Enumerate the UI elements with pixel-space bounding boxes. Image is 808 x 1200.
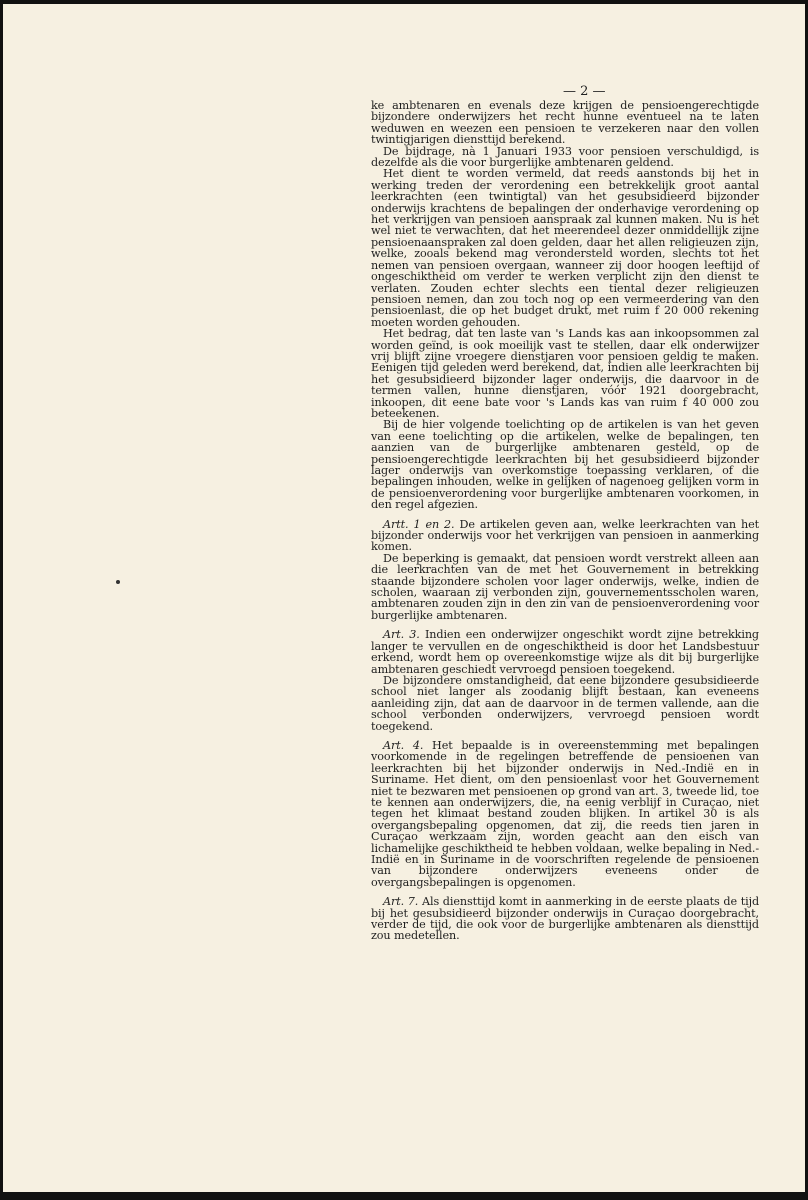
article-paragraph: Art. 7. Als diensttijd komt in aanmerking in de eerste plaats de tijd bij het gesubsidieerd bijzonder onderwijs in Curaçao doorgebracht, verder de tijd, die ook voor de burgerlijke ambtenaren als diensttijd zou medetellen. [371,895,760,943]
paragraph: De bijzondere omstandigheid, dat eene bijzondere gesubsidieerde school niet langer als zoodanig blijft bestaan, kan eveneens aanleiding zijn, dat aan de daarvoor in de termen vallende, aan die school verbonden onderwijzers, vervroegd pensioen wordt toegekend. [371,673,759,733]
paragraph: De beperking is gemaakt, dat pensioen wordt verstrekt alleen aan die leerkrachten van de met het Gouvernement in betrekking staande bijzondere scholen voor lager onderwijs, welke, indien de scholen, waaraan zij verbonden zijn, gouvernementsscholen waren, ambtenaren zouden zijn in den zin van de pensioenverordening voor burgerlijke ambtenaren. [371,551,759,622]
article-label: Art. 4. [383,738,424,752]
article-label: Art. 3. [383,628,420,642]
paragraph: Het dient te worden vermeld, dat reeds aanstonds bij het in werking treden der verordening een betrekkelijk groot aantal leerkrachten (een twintigtal) van het gesubsidieerd bijzonder onderwijs krachtens de bepalingen der onderhavige verordening op het verkrijgen van pensioen aanspraak zal kunnen maken. Nu is het wel niet te verwachten, dat het meerendeel dezer onmiddellijk zijne pensioenaanspraken zal doen gelden, daar het allen religieuzen zijn, welke, zooals bekend mag verondersteld worden, slechts tot het nemen van pensioen overgaan, wanneer zij door hoogen leeftijd of ongeschiktheid om verder te werken verplicht zijn den dienst te verlaten. Zouden echter slechts een tiental dezer religieuzen pensioen nemen, dan zou toch nog op een vermeerdering van den pensioenlast, die op het budget drukt, met ruim f 20 000 rekening moeten worden gehouden. [371,167,759,329]
paragraph: De bijdrage, nà 1 Januari 1933 voor pensioen verschuldigd, is dezelfde als die voor burgerlijke ambtenaren geldend. [371,144,759,170]
document-body [371,100,759,1130]
document-page [3,4,805,1192]
paragraph: ke ambtenaren en evenals deze krijgen de pensioengerechtigde bijzondere onderwijzers het recht hunne eventueel na te laten weduwen en weezen een pensioen te verzekeren naar den vollen twintigjarigen diensttijd berekend. [371,99,759,147]
article-paragraph: Artt. 1 en 2. De artikelen geven aan, welke leerkrachten van het bijzonder onderwijs voor het verkrijgen van pensioen in aanmerking komen. [371,517,759,554]
article-paragraph: Art. 4. Het bepaalde is in overeenstemming met bepalingen voorkomende in de regelingen betreffende de pensioenen van leerkrachten bij het bijzonder onderwijs in Ned.-Indië en in Suriname. Het dient, om den pensioenlast voor het Gouvernement niet te bezwaren met pensioenen op grond van art. 3, tweede lid, toe te kennen aan onderwijzers, die, na eenig verblijf in Curaçao, niet tegen het klimaat bestand zouden blijken. In artikel 30 is als overgangsbepaling opgenomen, dat zij, die reeds tien jaren in Curaçao werkzaam zijn, worden geacht aan den eisch van lichamelijke geschiktheid te hebben voldaan, welke bepaling in Ned.-Indië en in Suriname in de voorschriften regelende de pensioenen van bijzondere onderwijzers eveneens onder de overgangsbepalingen is opgenomen. [371,738,759,889]
article-paragraph: Art. 3. Indien een onderwijzer ongeschikt wordt zijne betrekking langer te vervullen en de ongeschiktheid is door het Landsbestuur erkend, wordt hem op overeenkomstige wijze als dit bij burgerlijke ambtenaren geschiedt vervroegd pensioen toegekend. [371,628,759,676]
article-label: Artt. 1 en 2. [383,517,455,531]
paragraph: Het bedrag, dat ten laste van 's Lands kas aan inkoopsommen zal worden geïnd, is ook moeilijk vast te stellen, daar elk onderwijzer vrij blijft zijne vroegere dienstjaren voor pensioen geldig te maken. Eenigen tijd geleden werd berekend, dat, indien alle leerkrachten bij het gesubsidieerd bijzonder lager onderwijs, die daarvoor in de termen vallen, hunne dienstjaren, vóór 1921 doorgebracht, inkoopen, dit eene bate voor 's Lands kas van ruim f 40 000 zou beteekenen. [371,327,759,420]
article-label: Art. 7. [383,895,419,909]
paragraph: Bij de hier volgende toelichting op de artikelen is van het geven van eene toelichting op die artikelen, welke de bepalingen, ten aanzien van de burgerlijke ambtenaren gesteld, op de pensioengerechtigde leerkrachten bij het gesubsidieerd bijzonder lager onderwijs van overkomstige toepassing verklaren, of die bepalingen inhouden, welke in gelijken of nagenoeg gelijken vorm in de pensioenverordening voor burgerlijke ambtenaren voorkomen, in den regel afgezien. [371,418,759,512]
page-number: — 2 — [563,84,606,99]
page-mark [116,580,120,584]
